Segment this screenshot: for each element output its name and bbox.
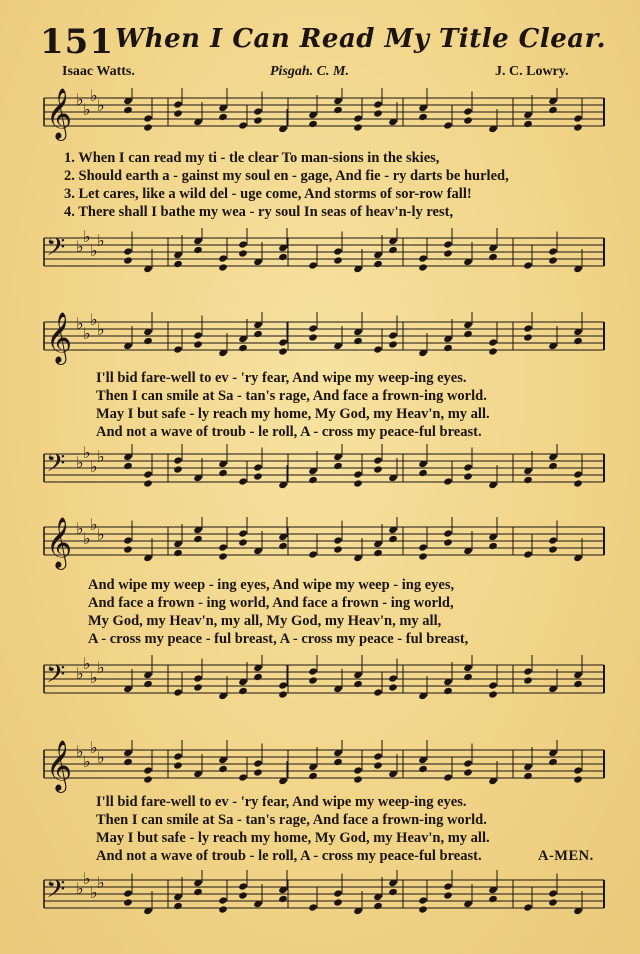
hymn-title: When I Can Read My Title Clear. [115,24,607,54]
treble-clef-icon: 𝄞 [46,88,73,139]
note-head [443,773,453,781]
note-head [418,896,428,904]
note-head [218,254,228,262]
note-head [353,766,363,774]
note-head [388,674,398,682]
note-head [388,246,398,254]
note-head [488,690,498,698]
note-head [173,902,183,910]
note-head [278,542,288,550]
note-head [308,667,318,675]
flat-icon: ♭ [90,517,98,534]
flat-icon: ♭ [76,664,84,683]
note-head [523,667,533,675]
note-head [573,680,583,688]
hymn-number: 151 [40,22,114,62]
hymn-author: Isaac Watts. [62,64,135,79]
note-head [308,550,318,558]
flat-icon: ♭ [76,879,84,898]
note-head [353,680,363,688]
note-head [253,673,263,681]
flat-icon: ♭ [90,241,98,260]
note-head [173,688,183,696]
note-head [388,683,398,691]
note-head [463,673,473,681]
note-head [193,535,203,543]
treble-staff [38,88,608,148]
note-head [373,752,383,760]
flat-icon: ♭ [83,324,91,343]
verse-line: And not a wave of troub - le roll, A - cross my peace-ful breast. [96,424,482,440]
note-head [123,256,133,264]
note-head [333,536,343,544]
flat-icon: ♭ [90,668,98,687]
verse-line: 3. Let cares, like a wild del - uge come, And storms of sor-row fall! [64,186,472,202]
note-head [123,536,133,544]
bass-staff [38,444,608,504]
note-head [193,340,203,348]
note-head [573,775,583,783]
note-head [488,253,498,261]
note-head [193,246,203,254]
note-head [418,905,428,913]
note-head [333,247,343,255]
note-head [308,333,318,341]
flat-icon: ♭ [97,320,105,339]
verse-line: 4. There shall I bathe my wea - ry soul In seas of heav'n-ly rest, [64,204,454,220]
note-head [443,121,453,129]
note-head [443,687,453,695]
note-head [523,333,533,341]
note-head [143,775,153,783]
flat-icon: ♭ [97,525,105,544]
note-head [333,898,343,906]
note-head [193,331,203,339]
note-head [573,337,583,345]
note-head [373,100,383,108]
verse-line: And face a frown - ing world, And face a frown - ing world, [88,595,454,611]
note-head [308,324,318,332]
verse-line: And wipe my weep - ing eyes, And wipe my weep - ing eyes, [88,577,455,593]
flat-icon: ♭ [76,742,84,761]
note-head [173,752,183,760]
note-head [143,766,153,774]
note-head [523,476,533,484]
note-head [173,456,183,464]
flat-icon: ♭ [97,873,105,892]
note-head [443,344,453,352]
note-head [173,260,183,268]
note-head [548,758,558,766]
flat-icon: ♭ [83,870,91,888]
flat-icon: ♭ [76,90,84,109]
note-head [463,330,473,338]
note-head [443,477,453,485]
note-head [333,106,343,114]
note-head [488,681,498,689]
bass-staff [38,228,608,288]
note-head [308,676,318,684]
verse-line: 1. When I can read my ti - tle clear To man-sions in the skies, [64,150,440,166]
note-head [463,107,473,115]
note-head [143,680,153,688]
hymn-composer: J. C. Lowry. [495,64,569,79]
note-head [173,109,183,117]
note-head [548,247,558,255]
note-head [463,116,473,124]
verse-line: May I but safe - ly reach my home, My God, my Heav'n, my all. [96,406,490,422]
note-head [278,895,288,903]
note-head [218,113,228,121]
note-head [573,470,583,478]
note-head [443,538,453,546]
note-head [253,463,263,471]
note-head [308,772,318,780]
note-head [238,121,248,129]
note-head [238,773,248,781]
note-head [373,549,383,557]
note-head [488,542,498,550]
note-head [373,761,383,769]
note-head [353,775,363,783]
note-head [523,120,533,128]
note-head [278,338,288,346]
bass-staff [38,655,608,715]
note-head [333,889,343,897]
note-head [218,543,228,551]
note-head [333,545,343,553]
note-head [488,895,498,903]
note-head [373,260,383,268]
flat-icon: ♭ [90,88,98,105]
note-head [548,106,558,114]
note-head [218,263,228,271]
note-head [238,529,248,537]
note-head [173,465,183,473]
flat-icon: ♭ [76,237,84,256]
note-head [218,552,228,560]
note-head [333,256,343,264]
note-head [418,552,428,560]
note-head [573,479,583,487]
treble-clef-icon: 𝄞 [46,517,73,568]
flat-icon: ♭ [97,96,105,115]
note-head [373,902,383,910]
note-head [548,898,558,906]
treble-clef-icon: 𝄞 [46,312,73,363]
note-head [173,345,183,353]
note-head [218,469,228,477]
note-head [548,256,558,264]
flat-icon: ♭ [83,529,91,548]
note-head [143,123,153,131]
note-head [238,240,248,248]
note-head [523,550,533,558]
note-head [238,891,248,899]
flat-icon: ♭ [97,231,105,250]
note-head [308,903,318,911]
note-head [333,758,343,766]
flat-icon: ♭ [83,444,91,462]
note-head [218,896,228,904]
note-head [523,261,533,269]
flat-icon: ♭ [90,312,98,329]
flat-icon: ♭ [97,658,105,677]
note-head [253,759,263,767]
flat-icon: ♭ [83,752,91,771]
bass-clef-icon: 𝄢 [46,449,66,484]
flat-icon: ♭ [83,655,91,673]
note-head [388,535,398,543]
note-head [463,768,473,776]
note-head [333,462,343,470]
note-head [463,759,473,767]
note-head [308,476,318,484]
note-head [143,479,153,487]
note-head [278,347,288,355]
note-head [418,263,428,271]
note-head [253,472,263,480]
note-head [573,123,583,131]
note-head [123,247,133,255]
amen-label: A-MEN. [538,848,594,864]
note-head [238,687,248,695]
note-head [443,882,453,890]
note-head [353,114,363,122]
flat-icon: ♭ [90,883,98,902]
note-head [143,114,153,122]
verse-line: I'll bid fare-well to ev - 'ry fear, And wipe my weep-ing eyes. [96,794,467,810]
flat-icon: ♭ [83,100,91,119]
verse-line: And not a wave of troub - le roll, A - cross my peace-ful breast. [96,848,482,864]
note-head [173,761,183,769]
treble-staff [38,517,608,577]
note-head [443,240,453,248]
note-head [373,465,383,473]
note-head [353,123,363,131]
verse-line: I'll bid fare-well to ev - 'ry fear, And wipe my weep-ing eyes. [96,370,467,386]
note-head [278,690,288,698]
note-head [573,766,583,774]
hymn-tune: Pisgah. C. M. [270,64,349,79]
note-head [418,113,428,121]
note-head [353,479,363,487]
note-head [463,463,473,471]
note-head [353,470,363,478]
note-head [353,337,363,345]
note-head [548,536,558,544]
note-head [418,543,428,551]
note-head [443,249,453,257]
note-head [238,249,248,257]
note-head [123,545,133,553]
note-head [373,456,383,464]
flat-icon: ♭ [76,453,84,472]
flat-icon: ♭ [90,457,98,476]
note-head [308,120,318,128]
note-head [523,772,533,780]
note-head [173,549,183,557]
verse-line: May I but safe - ly reach my home, My God, my Heav'n, my all. [96,830,490,846]
note-head [463,472,473,480]
note-head [523,324,533,332]
treble-staff [38,740,608,800]
note-head [218,765,228,773]
note-head [418,469,428,477]
note-head [278,253,288,261]
note-head [238,477,248,485]
note-head [253,116,263,124]
note-head [238,882,248,890]
note-head [373,345,383,353]
note-head [193,888,203,896]
note-head [523,676,533,684]
note-head [173,100,183,108]
bass-clef-icon: 𝄢 [46,233,66,268]
note-head [123,462,133,470]
note-head [548,545,558,553]
flat-icon: ♭ [76,519,84,538]
bass-clef-icon: 𝄢 [46,660,66,695]
note-head [418,254,428,262]
note-head [123,106,133,114]
bass-clef-icon: 𝄢 [46,875,66,910]
note-head [548,462,558,470]
note-head [523,903,533,911]
note-head [388,888,398,896]
note-head [123,898,133,906]
note-head [548,889,558,897]
note-head [193,674,203,682]
note-head [143,337,153,345]
note-head [308,261,318,269]
verse-line: My God, my Heav'n, my all, My God, my Heav'n, my all, [88,613,442,629]
flat-icon: ♭ [97,447,105,466]
bass-staff [38,870,608,930]
note-head [218,905,228,913]
note-head [373,688,383,696]
note-head [193,683,203,691]
note-head [143,470,153,478]
treble-staff [38,312,608,372]
verse-line: A - cross my peace - ful breast, A - cross my peace - ful breast, [88,631,469,647]
note-head [443,891,453,899]
flat-icon: ♭ [97,748,105,767]
verse-line: 2. Should earth a - gainst my soul en - gage, And fie - ry darts be hurled, [64,168,509,184]
note-head [238,344,248,352]
note-head [253,107,263,115]
note-head [278,681,288,689]
note-head [238,538,248,546]
note-head [443,529,453,537]
note-head [488,338,498,346]
note-head [253,330,263,338]
verse-line: Then I can smile at Sa - tan's rage, And face a frown-ing world. [96,812,487,828]
note-head [388,340,398,348]
note-head [123,758,133,766]
verse-line: Then I can smile at Sa - tan's rage, And face a frown-ing world. [96,388,487,404]
note-head [388,331,398,339]
treble-clef-icon: 𝄞 [46,740,73,791]
note-head [253,768,263,776]
flat-icon: ♭ [90,740,98,757]
flat-icon: ♭ [83,228,91,246]
flat-icon: ♭ [76,314,84,333]
note-head [573,114,583,122]
note-head [373,109,383,117]
note-head [418,765,428,773]
note-head [123,889,133,897]
note-head [488,347,498,355]
